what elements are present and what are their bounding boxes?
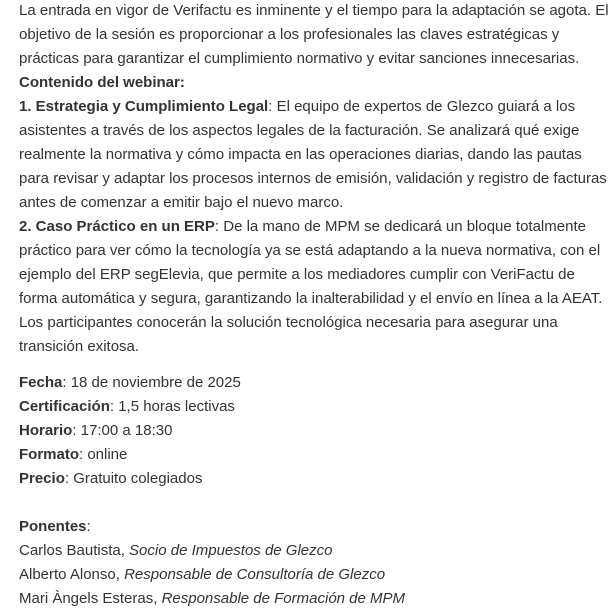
content-item-2 xyxy=(19,215,611,359)
detail-schedule-label: Horario xyxy=(19,422,73,439)
content-item-1-text: : El equipo de expertos de Glezco guiará a los asistentes a través de los aspectos legales de la facturación. Se analizará qué exige realmente la normativa y cómo impacta en las operaciones diarias, dando las pautas para revisar y adaptar los procesos internos de emisión, validación y registro de facturas antes de comenzar a emitir bajo el nuevo marco. xyxy=(19,98,607,211)
speaker-3 xyxy=(19,587,611,611)
contents-heading xyxy=(19,71,611,95)
detail-price-label: Precio xyxy=(19,470,65,487)
speaker-1 xyxy=(19,539,611,563)
contents-heading-text: Contenido del webinar: xyxy=(19,74,185,91)
speakers-heading xyxy=(19,515,611,539)
event-details xyxy=(19,371,611,491)
detail-date-value: : 18 de noviembre de 2025 xyxy=(62,374,241,391)
content-item-1 xyxy=(19,95,611,215)
detail-schedule-value: : 17:00 a 18:30 xyxy=(72,422,173,439)
content-item-1-title: 1. Estrategia y Cumplimiento Legal xyxy=(19,98,269,115)
speakers-heading-text: Ponentes xyxy=(19,518,87,535)
detail-certification-label: Certificación xyxy=(19,398,110,415)
speaker-3-role: Responsable de Formación de MPM xyxy=(161,590,406,607)
speakers-heading-colon: : xyxy=(86,518,91,535)
detail-format-label: Formato xyxy=(19,446,79,463)
speaker-1-role: Socio de Impuestos de Glezco xyxy=(129,542,333,559)
detail-date-label: Fecha xyxy=(19,374,63,391)
speakers-section xyxy=(19,515,611,611)
speaker-2-role: Responsable de Consultoría de Glezco xyxy=(124,566,386,583)
content-item-2-title: 2. Caso Práctico en un ERP xyxy=(19,218,215,235)
content-item-2-text: : De la mano de MPM se dedicará un bloque totalmente práctico para ver cómo la tecnología ya se está adaptando a la nueva normativa, con el ejemplo del ERP segElevia, que permite a los mediadores cumplir con VeriFactu de forma automática y segura, garantizando la inalterabilidad y el envío en línea a la AEAT. Los participantes conocerán la solución tecnológica necesaria para asegurar una transición exitosa. xyxy=(19,218,603,355)
detail-date xyxy=(19,371,611,395)
intro-paragraph: La entrada en vigor de Verifactu es inminente y el tiempo para la adaptación se agota. El objetivo de la sesión es proporcionar a los profesionales las claves estratégicas y prácticas para garantizar el cumplimiento normativo y evitar sanciones innecesarias. xyxy=(19,2,609,67)
detail-schedule xyxy=(19,419,611,443)
speaker-2 xyxy=(19,563,611,587)
detail-certification-value: : 1,5 horas lectivas xyxy=(109,398,235,415)
detail-certification xyxy=(19,395,611,419)
speaker-3-name: Mari Àngels Esteras, xyxy=(19,590,162,607)
detail-format-value: : online xyxy=(79,446,128,463)
article-body xyxy=(19,0,611,611)
detail-price-value: : Gratuito colegiados xyxy=(64,470,203,487)
speaker-1-name: Carlos Bautista, xyxy=(19,542,130,559)
detail-price xyxy=(19,467,611,491)
detail-format xyxy=(19,443,611,467)
speaker-2-name: Alberto Alonso, xyxy=(19,566,125,583)
